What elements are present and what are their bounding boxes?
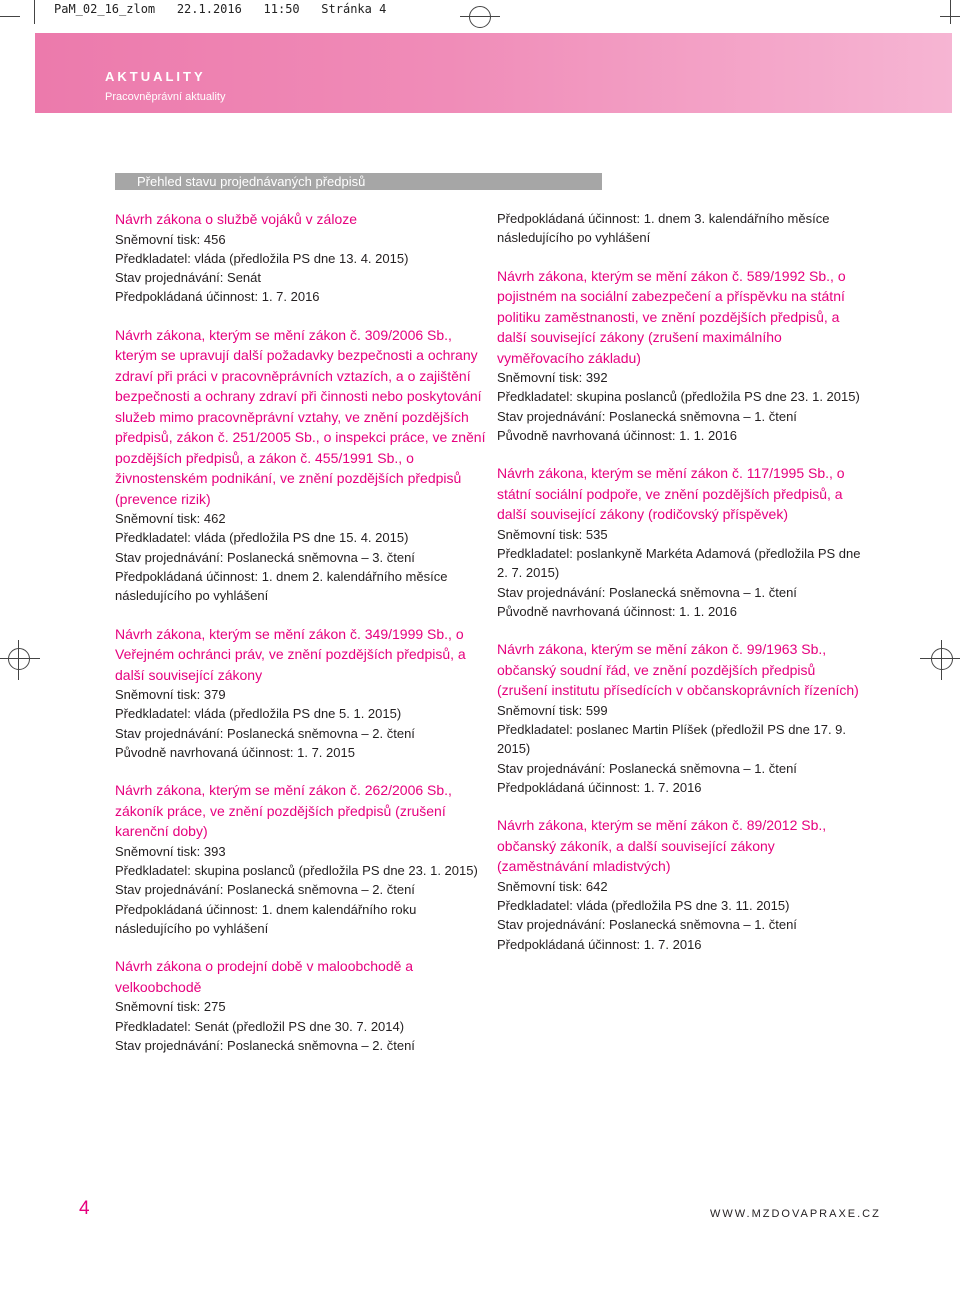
bill-detail-line: Stav projednávání: Poslanecká sněmovna – 2. čtení (115, 1037, 415, 1053)
bill-entry (497, 639, 867, 797)
crop-mark (0, 658, 40, 659)
bill-detail-line: Předkladatel: poslanec Martin Plíšek (předložil PS dne 17. 9. 2015) (497, 722, 847, 757)
bill-entry (497, 463, 867, 621)
bill-detail-line: Stav projednávání: Poslanecká sněmovna – 3. čtení (115, 549, 415, 565)
overview-heading: Přehled stavu projednávaných předpisů (137, 174, 366, 189)
bill-detail-line: Předkladatel: vláda (předložila PS dne 15. 4. 2015) (115, 530, 409, 546)
crop-mark (920, 658, 960, 659)
bill-detail-line: Sněmovní tisk: 535 (497, 526, 608, 542)
bill-entry (497, 815, 867, 954)
page-number: 4 (79, 1198, 90, 1219)
crop-mark (0, 16, 20, 17)
bill-detail-line: Původně navrhovaná účinnost: 1. 7. 2015 (115, 745, 355, 761)
bill-detail-line: Sněmovní tisk: 393 (115, 843, 226, 859)
bill-entry (115, 780, 487, 938)
bill-detail-line: Sněmovní tisk: 379 (115, 687, 226, 703)
bill-detail-line: Stav projednávání: Poslanecká sněmovna – 2. čtení (115, 882, 415, 898)
left-column (115, 209, 487, 1073)
bill-entry (115, 325, 487, 606)
section-title: AKTUALITY (105, 69, 206, 84)
bill-title: Návrh zákona, kterým se mění zákon č. 89/2012 Sb., občanský zákoník, a další související zákony (zaměstnávání mladistvých) (497, 817, 827, 875)
website-url: WWW.MZDOVAPRAXE.CZ (710, 1208, 881, 1220)
bill-detail-line: Sněmovní tisk: 456 (115, 231, 226, 247)
bill-detail-line: Původně navrhovaná účinnost: 1. 1. 2016 (497, 427, 737, 443)
bill-detail-line: Sněmovní tisk: 599 (497, 702, 608, 718)
bill-detail-line: Předpokládaná účinnost: 1. 7. 2016 (115, 289, 320, 305)
bill-title: Návrh zákona, kterým se mění zákon č. 589/1992 Sb., o pojistném na sociální zabezpečení a příspěvku na státní politiku zaměstnanosti, ve znění pozdějších předpisů, a další související zákony (zrušení maximálního vyměřovacího základu) (497, 267, 846, 366)
bill-title: Návrh zákona, kterým se mění zákon č. 117/1995 Sb., o státní sociální podpoře, ve znění pozdějších předpisů, a další související zákony (rodičovský příspěvek) (497, 465, 845, 523)
registration-mark-icon (469, 6, 491, 28)
bill-entry (115, 624, 487, 763)
registration-mark-icon (8, 648, 30, 670)
bill-detail-line: Předkladatel: skupina poslanců (předložila PS dne 23. 1. 2015) (115, 863, 478, 879)
bill-detail-line: Předkladatel: vláda (předložila PS dne 13. 4. 2015) (115, 250, 409, 266)
bill-detail-line: Sněmovní tisk: 642 (497, 878, 608, 894)
bill-detail-line: Sněmovní tisk: 392 (497, 370, 608, 386)
bill-detail-line: Předpokládaná účinnost: 1. dnem kalendářního roku následujícího po vyhlášení (115, 901, 417, 937)
crop-mark (460, 16, 500, 17)
bill-detail-line: Stav projednávání: Poslanecká sněmovna – 2. čtení (115, 725, 415, 741)
bill-detail-line: Předkladatel: vláda (předložila PS dne 3. 11. 2015) (497, 898, 790, 914)
bill-detail-line: Předpokládaná účinnost: 1. 7. 2016 (497, 936, 702, 952)
bill-title: Návrh zákona o službě vojáků v záloze (115, 211, 358, 227)
crop-mark (950, 0, 951, 24)
bill-detail-line: Sněmovní tisk: 275 (115, 999, 226, 1015)
bill-detail-line: Předpokládaná účinnost: 1. 7. 2016 (497, 779, 702, 795)
bill-detail-line: Předkladatel: vláda (předložila PS dne 5. 1. 2015) (115, 706, 402, 722)
bill-detail-line: Předpokládaná účinnost: 1. dnem 2. kalendářního měsíce následujícího po vyhlášení (115, 569, 448, 604)
bill-detail-line: Původně navrhovaná účinnost: 1. 1. 2016 (497, 603, 737, 619)
bill-title: Návrh zákona, kterým se mění zákon č. 309/2006 Sb., kterým se upravují další požadavky bezpečnosti a ochrany zdraví při práci v pracovněprávních vztazích, a o zajištění bezpečnosti a ochrany zdraví při činnosti nebo poskytování služeb mimo pracovněprávní vztahy, ve znění pozdějších předpisů, zákon č. 251/2005 Sb., o inspekci práce, ve znění pozdějších předpisů, a zákon č. 455/1991 Sb., o živnostenském podnikání, ve znění pozdějších předpisů (prevence rizik) (115, 326, 486, 507)
bill-entry (115, 956, 487, 1055)
bill-detail-line: Předkladatel: skupina poslanců (předložila PS dne 23. 1. 2015) (497, 389, 860, 405)
bill-entry-continuation (497, 209, 867, 248)
bill-entry (115, 209, 487, 307)
bill-title: Návrh zákona, kterým se mění zákon č. 349/1999 Sb., o Veřejném ochránci práv, ve znění pozdějších předpisů, a další související zákony (115, 625, 466, 683)
bill-detail-line: Stav projednávání: Poslanecká sněmovna – 1. čtení (497, 584, 797, 600)
registration-mark-icon (931, 648, 953, 670)
bill-detail-line: Stav projednávání: Poslanecká sněmovna – 1. čtení (497, 408, 797, 424)
bill-detail-line: Stav projednávání: Poslanecká sněmovna – 1. čtení (497, 917, 797, 933)
print-slug: PaM_02_16_zlom 22.1.2016 11:50 Stránka 4 (54, 2, 387, 16)
bill-detail-line: Předkladatel: poslankyně Markéta Adamová (předložila PS dne 2. 7. 2015) (497, 546, 861, 581)
crop-mark (18, 640, 19, 680)
bill-detail-line: Sněmovní tisk: 462 (115, 511, 226, 527)
bill-entry (497, 266, 867, 446)
bill-title: Návrh zákona, kterým se mění zákon č. 262/2006 Sb., zákoník práce, ve znění pozdějších předpisů (zrušení karenční doby) (115, 782, 452, 840)
bill-detail-line: Stav projednávání: Poslanecká sněmovna – 1. čtení (497, 760, 797, 776)
overview-heading-bar (115, 173, 602, 190)
bill-title: Návrh zákona, kterým se mění zákon č. 99/1963 Sb., občanský soudní řád, ve znění pozdějších předpisů (zrušení institutu přísedících v občanskoprávních řízeních) (497, 641, 859, 699)
crop-mark (34, 0, 35, 24)
bill-detail-line: Předpokládaná účinnost: 1. dnem 3. kalendářního měsíce následujícího po vyhlášení (497, 211, 830, 246)
crop-mark (941, 640, 942, 680)
section-subtitle: Pracovněprávní aktuality (105, 91, 226, 103)
right-column (497, 209, 867, 972)
bill-detail-line: Předkladatel: Senát (předložil PS dne 30. 7. 2014) (115, 1018, 405, 1034)
bill-detail-line: Stav projednávání: Senát (115, 270, 261, 286)
bill-title: Návrh zákona o prodejní době v maloobchodě a velkoobchodě (115, 958, 414, 995)
